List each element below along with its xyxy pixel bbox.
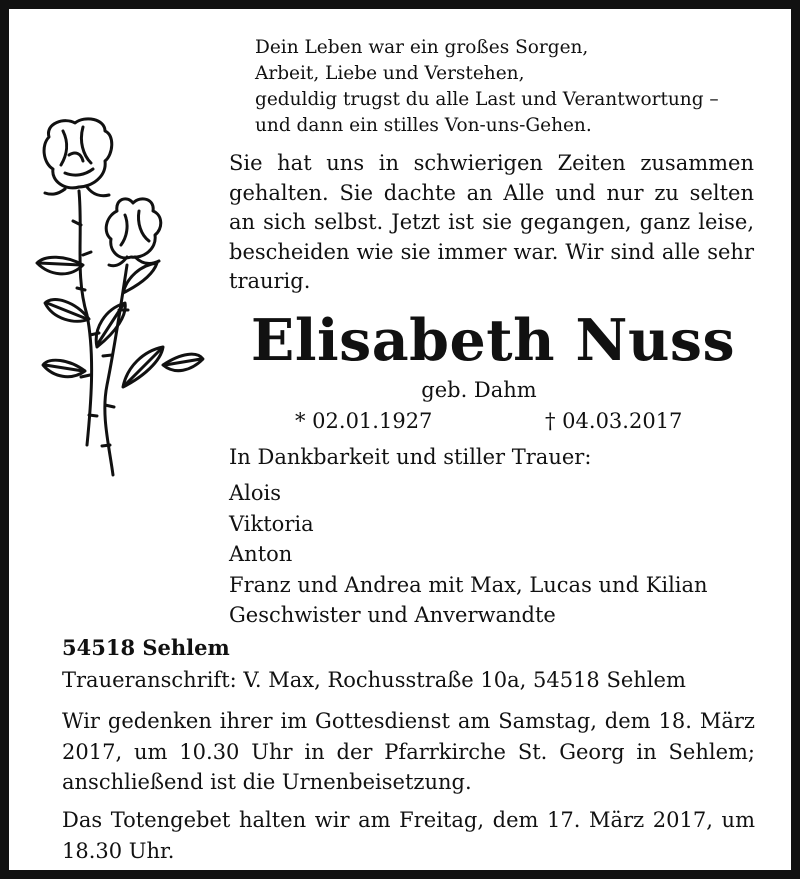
birth-date: * 02.01.1927 xyxy=(295,409,433,433)
mourner-item: Alois xyxy=(229,481,282,505)
death-date: † 04.03.2017 xyxy=(545,409,683,433)
prayer-notice: Das Totengebet halten wir am Freitag, dem 17. März 2017, um 18.30 Uhr. xyxy=(62,808,755,863)
place-heading: 54518 Sehlem xyxy=(62,635,230,660)
rose-icon xyxy=(35,115,207,483)
maiden-name: geb. Dahm xyxy=(421,378,537,402)
deceased-name: Elisabeth Nuss xyxy=(250,307,736,374)
intro-text: Sie hat uns in schwierigen Zeiten zusammen gehalten. Sie dachte an Alle und nur zu selten an sich selbst. Jetzt ist sie gegangen, ganz leise, bescheiden wie sie immer war. Wir sind alle sehr traurig. xyxy=(229,151,754,293)
poem-line: Arbeit, Liebe und Verstehen, xyxy=(255,63,525,84)
gratitude-line: In Dankbarkeit und stiller Trauer: xyxy=(229,445,592,469)
mourner-item: Geschwister und Anverwandte xyxy=(229,603,556,627)
mourner-item: Anton xyxy=(229,542,293,566)
poem-line: Dein Leben war ein großes Sorgen, xyxy=(255,37,589,58)
mourning-address: Traueranschrift: V. Max, Rochusstraße 10a, 54518 Sehlem xyxy=(62,668,686,692)
mourners-list xyxy=(229,478,774,631)
service-notice: Wir gedenken ihrer im Gottesdienst am Samstag, dem 18. März 2017, um 10.30 Uhr in der Pfarrkirche St. Georg in Sehlem; anschließend ist die Urnenbeisetzung. xyxy=(62,709,755,794)
poem-line: und dann ein stilles Von-uns-Gehen. xyxy=(255,115,592,136)
mourner-item: Franz und Andrea mit Max, Lucas und Kilian xyxy=(229,572,708,597)
mourner-item: Viktoria xyxy=(229,511,314,536)
poem-line: geduldig trugst du alle Last und Verantwortung – xyxy=(255,89,719,110)
memorial-poem xyxy=(255,35,775,139)
